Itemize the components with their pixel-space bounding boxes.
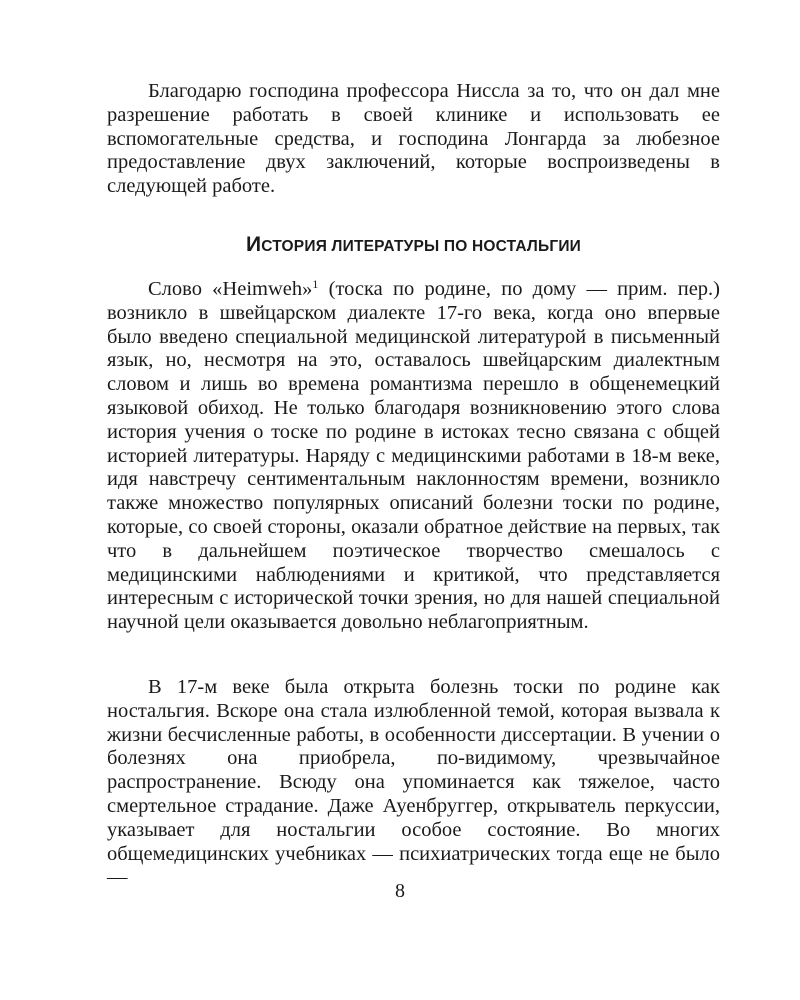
section-heading-initial: И: [245, 233, 262, 256]
section-heading-text: СТОРИЯ ЛИТЕРАТУРЫ ПО НОСТАЛЬГИИ: [261, 238, 582, 255]
body-paragraph-2: В 17-м веке была открыта болезнь тоски по родине как ностальгия. Вскоре она стала излюбленной темой, которая вызвала к жизни бесчисленные работы, в особенности диссертации. В учении о болезнях она приобрела, по-видимому, чрезвычайное распространение. Всюду она упоминается как тяжелое, часто смертельное страдание. Даже Ауенбруггер, открыватель перкуссии, указывает для ностальгии особое состояние. Во многих общемедицинских учебниках — психиатрических тогда еще не было —: [107, 676, 720, 889]
footnote-marker: 1: [312, 277, 319, 291]
body-paragraph-1: [107, 278, 720, 635]
paragraph-1-lead: Слово «Heimweh»: [148, 278, 313, 300]
section-heading: [107, 233, 720, 259]
page-number: 8: [395, 880, 405, 902]
acknowledgement-paragraph: Благодарю господина профессора Ниссла за то, что он дал мне разрешение работать в своей клинике и использовать ее вспомогательные средства, и господина Лонгарда за любезное предоставление двух заключений, которые воспроизведены в следующей работе.: [107, 80, 720, 198]
paragraph-1-text: (тоска по родине, по дому — прим. пер.) возникло в швейцарском диалекте 17-го века, когда оно впервые было введено специальной медицинской литературой в письменный язык, но, несмотря на это, оставалось швейцарским диалектным словом и лишь во времена романтизма перешло в общенемецкий языковой обиход. Не только благодаря возникновению этого слова история учения о тоске по родине в истоках тесно связана с общей историей литературы. Наряду с медицинскими работами в 18-м веке, идя навстречу сентиментальным наклонностям времени, возникло также множество популярных описаний болезни тоски по родине, которые, со своей стороны, оказали обратное действие на первых, так что в дальнейшем поэтическое творчество смешалось с медицинскими наблюдениями и критикой, что представляется интересным с исторической точки зрения, но для нашей специальной научной цели оказывается довольно неблагоприятным.: [107, 278, 720, 634]
